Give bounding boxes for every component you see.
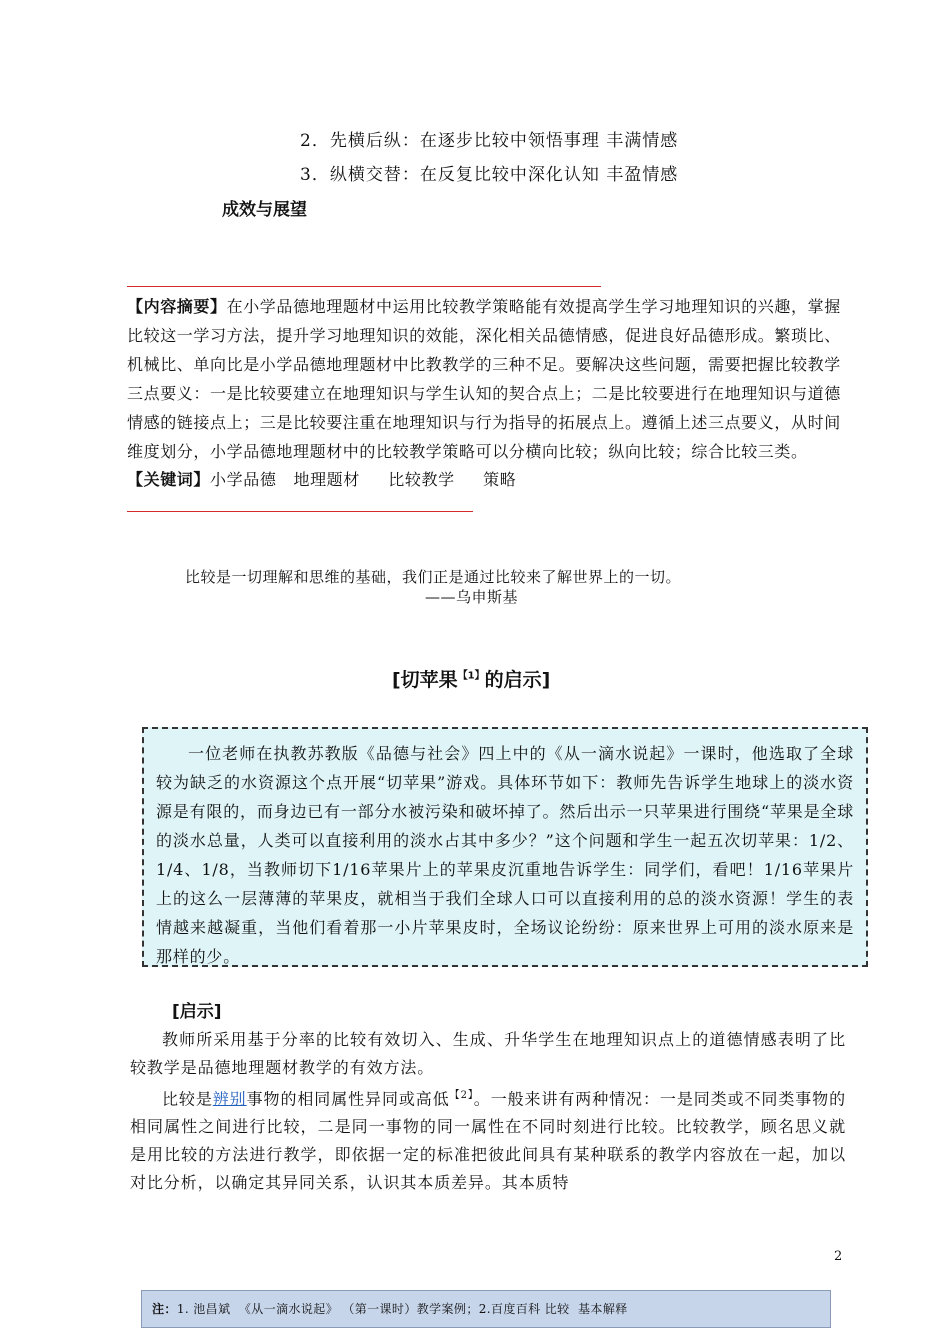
para2-text-c: 。一般来讲有两种情况：一是同类或不同类事物的相同属性之间进行比较，二是同一事物的同一属性在不同时刻进行比较。比较教学，顾名思义就是用比较的方法进行教学，即依据一定的标准把彼此间具有某种联系的教学内容放在一起，加以对比分析，以确定其异同关系，认识其本质差异。其本质特 bbox=[130, 1089, 846, 1193]
definition-link[interactable]: 辨别 bbox=[212, 1089, 247, 1109]
insight-paragraph-1: 教师所采用基于分率的比较有效切入、生成、升华学生在地理知识点上的道德情感表明了比较教学是品德地理题材教学的有效方法。 bbox=[130, 1030, 846, 1077]
insight-heading: [启示] bbox=[172, 1002, 222, 1022]
para2-text-a: 比较是 bbox=[162, 1089, 213, 1109]
epigraph-quote: 比较是一切理解和思维的基础，我们正是通过比较来了解世界上的一切。 bbox=[185, 568, 682, 586]
insight-body bbox=[130, 1026, 846, 1197]
para2-text-b: 事物的相同属性异同或高低 bbox=[246, 1089, 450, 1109]
story-title-prefix: [切苹果 bbox=[392, 669, 458, 691]
abstract-bottom-rule bbox=[127, 511, 473, 512]
toc-item-3: 3．纵横交替：在反复比较中深化认知 丰盈情感 bbox=[300, 165, 679, 185]
story-title-ref: 【1】 bbox=[457, 670, 485, 682]
toc-item-2: 2．先横后纵：在逐步比较中领悟事理 丰满情感 bbox=[300, 131, 679, 151]
keywords-text: 小学品德 地理题材 比较教学 策略 bbox=[210, 470, 517, 489]
story-box bbox=[142, 727, 868, 967]
story-title bbox=[392, 665, 550, 692]
story-text: 一位老师在执教苏教版《品德与社会》四上中的《从一滴水说起》一课时，他选取了全球较为缺乏的水资源这个点开展“切苹果”游戏。具体环节如下：教师先告诉学生地球上的淡水资源是有限的，而身边已有一部分水被污染和破坏掉了。然后出示一只苹果进行围绕“苹果是全球的淡水总量，人类可以直接利用的淡水占其中多少？”这个问题和学生一起五次切苹果：1/2、1/4、1/8，当教师切下1/16苹果片上的苹果皮沉重地告诉学生：同学们，看吧！1/16苹果片上的这么一层薄薄的苹果皮，就相当于我们全球人口可以直接利用的总的淡水资源！学生的表情越来越凝重，当他们看着那一小片苹果皮时，全场议论纷纷：原来世界上可用的淡水原来是那样的少。 bbox=[156, 744, 854, 966]
footnote-bar bbox=[141, 1290, 831, 1328]
footnote-label: 注： bbox=[152, 1302, 177, 1316]
section-heading: 成效与展望 bbox=[222, 200, 307, 220]
abstract-text: 在小学品德地理题材中运用比较教学策略能有效提高学生学习地理知识的兴趣，掌握比较这一学习方法，提升学习地理知识的效能，深化相关品德情感，促进良好品德形成。繁琐比、机械比、单向比是小学品德地理题材中比教教学的三种不足。要解决这些问题，需要把握比较教学三点要义：一是比较要建立在地理知识与学生认知的契合点上；二是比较要进行在地理知识与道德情感的链接点上；三是比较要注重在地理知识与行为指导的拓展点上。遵循上述三点要义，从时间维度划分，小学品德地理题材中的比较教学策略可以分横向比较；纵向比较；综合比较三类。 bbox=[127, 297, 841, 461]
footnote-text: 1. 池昌斌 《从一滴水说起》 （第一课时）教学案例；2.百度百科 比较 基本解释 bbox=[176, 1302, 628, 1316]
keywords-line bbox=[127, 465, 847, 494]
insight-paragraph-2 bbox=[130, 1082, 846, 1197]
footnote-ref-2: 【2】 bbox=[449, 1090, 474, 1101]
abstract-label: 【内容摘要】 bbox=[127, 297, 227, 316]
keywords-label: 【关键词】 bbox=[127, 470, 211, 489]
story-title-suffix: 的启示] bbox=[484, 669, 551, 691]
epigraph-author: ——乌申斯基 bbox=[425, 588, 519, 606]
abstract-top-rule bbox=[127, 286, 601, 287]
abstract-block bbox=[127, 292, 847, 466]
page-number: 2 bbox=[834, 1249, 843, 1264]
